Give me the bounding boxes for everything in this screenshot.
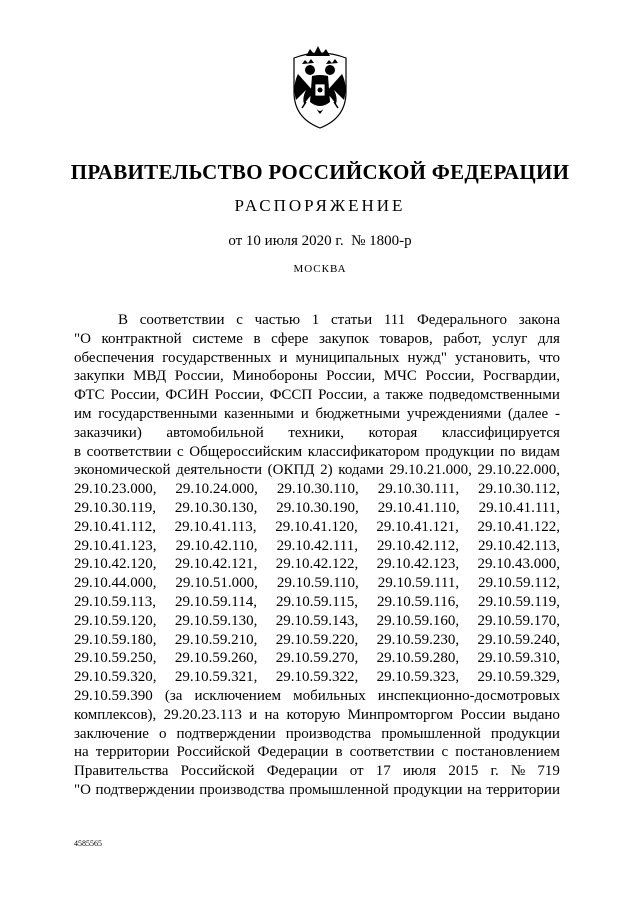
body-word: 29.10.59.111, bbox=[377, 575, 460, 592]
body-line bbox=[74, 461, 560, 480]
body-word: и bbox=[300, 405, 309, 422]
body-word: в bbox=[335, 744, 343, 761]
body-word: от bbox=[349, 763, 364, 780]
body-line bbox=[74, 518, 560, 537]
body-word: муниципальных bbox=[295, 349, 400, 366]
body-word: территории bbox=[95, 744, 170, 761]
body-word: 29.10.59.180, bbox=[74, 631, 157, 648]
body-word: Федерации bbox=[266, 763, 338, 780]
body-word: государственными bbox=[98, 405, 218, 422]
body-line bbox=[74, 574, 560, 593]
body-word: 29.10.59.322, bbox=[275, 669, 359, 686]
body-word: для bbox=[537, 330, 560, 347]
body-word: с bbox=[177, 443, 184, 460]
body-word: инспекционно-досмотровых bbox=[377, 687, 560, 704]
government-title: ПРАВИТЕЛЬСТВО РОССИЙСКОЙ ФЕДЕРАЦИИ bbox=[70, 160, 570, 184]
body-word: заключение bbox=[74, 725, 149, 742]
body-word: промышленной bbox=[381, 725, 481, 742]
body-word: июля bbox=[402, 763, 437, 780]
body-word: 29.10.30.190, bbox=[276, 499, 359, 516]
body-word: 2015 bbox=[448, 763, 479, 780]
body-word: 29.10.41.110, bbox=[377, 499, 460, 516]
body-word: подведомственными bbox=[428, 387, 560, 404]
body-word: 29.10.41.121, bbox=[376, 518, 459, 535]
body-word: 111 bbox=[383, 312, 406, 328]
body-word: 17 bbox=[375, 763, 391, 780]
body-line bbox=[74, 631, 560, 650]
body-word: 29.10.51.000, bbox=[175, 575, 258, 592]
body-word: 29.10.59.160, bbox=[376, 612, 460, 629]
document-body bbox=[74, 311, 560, 800]
body-word: 29.10.42.112, bbox=[377, 537, 459, 554]
body-word: 29.10.59.230, bbox=[376, 631, 460, 648]
body-word: 29.10.59.110, bbox=[276, 575, 359, 592]
body-word: 29.10.59.329, bbox=[477, 669, 560, 686]
body-word: 29.10.43.000, bbox=[477, 556, 560, 573]
body-word: 29.10.59.390 bbox=[74, 687, 153, 704]
body-line bbox=[74, 480, 560, 499]
body-word: 29.10.41.120, bbox=[275, 518, 358, 535]
body-word: закупок bbox=[318, 330, 369, 347]
body-word: им bbox=[74, 405, 92, 422]
body-word: 29.10.30.119, bbox=[74, 499, 156, 516]
body-word: бюджетными bbox=[315, 405, 401, 422]
body-word: продукции bbox=[490, 725, 560, 742]
body-line bbox=[74, 311, 560, 330]
body-word: выдано bbox=[512, 706, 560, 723]
body-word: ФТС bbox=[74, 387, 105, 404]
body-word: также bbox=[385, 387, 423, 404]
body-line bbox=[74, 386, 560, 405]
body-word: что bbox=[538, 349, 560, 366]
body-word: которая bbox=[368, 424, 418, 441]
body-word: 29.10.42.121, bbox=[174, 556, 258, 573]
body-word: 29.10.30.111, bbox=[377, 481, 460, 498]
body-word: России bbox=[460, 706, 506, 723]
document-type: РАСПОРЯЖЕНИЕ bbox=[234, 196, 406, 215]
body-word: Общероссийским bbox=[189, 443, 303, 460]
body-word: 29.10.42.111, bbox=[276, 537, 358, 554]
body-line bbox=[74, 537, 560, 556]
body-word: (ОКПД bbox=[267, 462, 315, 479]
body-word: продукции bbox=[425, 443, 495, 460]
body-word: мобильных bbox=[293, 687, 366, 704]
body-word: 29.10.59.270, bbox=[275, 650, 359, 667]
body-word: 29.10.59.170, bbox=[477, 612, 560, 629]
body-word: "О bbox=[74, 781, 91, 798]
body-word: и bbox=[279, 349, 288, 366]
body-word: (далее bbox=[507, 405, 549, 422]
body-word: 29.10.59.260, bbox=[174, 650, 258, 667]
body-word: Российской bbox=[180, 763, 255, 780]
body-word: 29.10.41.111, bbox=[478, 499, 560, 516]
body-word: услуг bbox=[492, 330, 528, 347]
body-word: В bbox=[118, 312, 129, 328]
body-line bbox=[74, 706, 560, 725]
body-word: в bbox=[253, 330, 261, 347]
body-line bbox=[74, 424, 560, 443]
body-word: России, bbox=[425, 368, 475, 385]
body-word: 29.10.59.310, bbox=[477, 650, 560, 667]
body-word: 1 bbox=[311, 312, 320, 328]
body-word: 29.10.30.130, bbox=[174, 499, 258, 516]
body-word: 29.10.59.113, bbox=[74, 593, 156, 610]
body-word: Росгвардии, bbox=[483, 368, 560, 385]
body-word: МЧС bbox=[383, 368, 417, 385]
body-word: по bbox=[499, 443, 516, 460]
body-word: частью bbox=[254, 312, 301, 328]
body-line bbox=[74, 499, 560, 518]
body-word: (за bbox=[164, 687, 183, 704]
body-word: 29.10.59.114, bbox=[175, 593, 257, 610]
body-word: классифицируется bbox=[441, 424, 560, 441]
body-word: Минпромторгом bbox=[347, 706, 454, 723]
body-word: статьи bbox=[331, 312, 373, 328]
body-word: подтверждении bbox=[176, 725, 276, 742]
body-word: 29.10.59.115, bbox=[276, 593, 358, 610]
coat-of-arms bbox=[272, 40, 368, 132]
body-word: территории bbox=[486, 781, 560, 798]
body-word: 29.10.23.000, bbox=[74, 481, 157, 498]
body-word: производства bbox=[285, 725, 372, 742]
body-word: о bbox=[158, 725, 167, 742]
body-word: 29.10.41.123, bbox=[74, 537, 157, 554]
body-word: промышленной bbox=[289, 781, 389, 798]
body-word: 29.10.59.323, bbox=[376, 669, 460, 686]
body-word: 29.10.59.280, bbox=[376, 650, 460, 667]
body-word: Федерального bbox=[416, 312, 507, 328]
body-word: 29.10.59.321, bbox=[174, 669, 258, 686]
document-date-number: от 10 июля 2020 г. № 1800-р bbox=[228, 233, 412, 249]
body-word: закона bbox=[518, 312, 560, 328]
body-word: и bbox=[249, 706, 258, 723]
body-word: на bbox=[74, 744, 89, 761]
body-word: 29.20.23.113 bbox=[163, 706, 242, 723]
document-id: 4585565 bbox=[74, 839, 102, 848]
body-line bbox=[74, 687, 560, 706]
body-word: кодами bbox=[338, 462, 384, 479]
body-word: системе bbox=[192, 330, 243, 347]
body-word: с bbox=[236, 312, 243, 328]
body-line bbox=[74, 330, 560, 349]
body-word: 29.10.41.112, bbox=[74, 518, 156, 535]
body-word: автомобильной bbox=[166, 424, 264, 441]
body-word: продукции bbox=[393, 781, 463, 798]
body-word: 719 bbox=[537, 763, 560, 780]
body-word: государственных bbox=[162, 349, 272, 366]
body-word: соответствии bbox=[349, 744, 435, 761]
document-place: МОСКВА bbox=[293, 263, 347, 275]
body-word: в bbox=[74, 443, 82, 460]
body-word: производства bbox=[199, 781, 285, 798]
body-word: 29.10.59.210, bbox=[174, 631, 258, 648]
body-line bbox=[74, 443, 560, 462]
body-word: 29.10.22.000, bbox=[477, 462, 560, 479]
body-word: подтверждении bbox=[95, 781, 195, 798]
body-word: Федерации bbox=[257, 744, 329, 761]
body-word: работ, bbox=[443, 330, 482, 347]
body-word: 29.10.59.220, bbox=[275, 631, 359, 648]
body-word: на bbox=[467, 781, 482, 798]
body-word: установить, bbox=[455, 349, 531, 366]
body-word: соответствии bbox=[86, 443, 172, 460]
body-word: России, bbox=[214, 387, 264, 404]
body-word: Минобороны bbox=[232, 368, 318, 385]
body-word: 29.10.30.112, bbox=[478, 481, 560, 498]
body-word: экономической bbox=[74, 462, 171, 479]
body-word: России, bbox=[318, 387, 368, 404]
body-word: казенными bbox=[223, 405, 294, 422]
body-word: г. bbox=[490, 763, 499, 780]
body-word: 29.10.59.130, bbox=[174, 612, 258, 629]
body-word: России, bbox=[174, 368, 224, 385]
body-word: 29.10.59.120, bbox=[74, 612, 157, 629]
body-word: 29.10.42.123, bbox=[376, 556, 460, 573]
body-word: 29.10.41.122, bbox=[477, 518, 560, 535]
body-word: сфере bbox=[271, 330, 309, 347]
body-word: а bbox=[372, 387, 380, 404]
body-word: ФССП bbox=[269, 387, 313, 404]
body-word: 29.10.42.113, bbox=[478, 537, 560, 554]
body-word: - bbox=[554, 405, 560, 422]
body-word: на bbox=[264, 706, 280, 723]
body-line bbox=[74, 405, 560, 424]
body-word: 2) bbox=[320, 462, 333, 479]
body-word: МВД bbox=[133, 368, 167, 385]
body-word: 29.10.59.119, bbox=[478, 593, 560, 610]
body-word: 29.10.30.110, bbox=[276, 481, 359, 498]
body-word: деятельности bbox=[176, 462, 263, 479]
body-word: комплексов), bbox=[74, 706, 157, 723]
body-line bbox=[74, 725, 560, 744]
body-word: товаров, bbox=[379, 330, 433, 347]
body-word: исключением bbox=[194, 687, 282, 704]
body-word: 29.10.59.143, bbox=[275, 612, 359, 629]
body-word: 29.10.59.320, bbox=[74, 669, 157, 686]
body-word: контрактной bbox=[101, 330, 182, 347]
body-word: России, bbox=[110, 387, 160, 404]
body-word: ФСИН bbox=[165, 387, 209, 404]
body-word: 29.10.21.000, bbox=[389, 462, 472, 479]
body-line bbox=[74, 593, 560, 612]
body-line bbox=[74, 668, 560, 687]
body-word: которую bbox=[286, 706, 341, 723]
body-word: техники, bbox=[288, 424, 344, 441]
body-word: 29.10.59.116, bbox=[377, 593, 459, 610]
body-word: 29.10.44.000, bbox=[74, 575, 157, 592]
body-line bbox=[74, 555, 560, 574]
body-word: 29.10.42.120, bbox=[74, 556, 157, 573]
body-line bbox=[74, 649, 560, 668]
body-line bbox=[74, 781, 560, 800]
body-word: 29.10.42.110, bbox=[175, 537, 258, 554]
body-word: нужд" bbox=[407, 349, 447, 366]
body-word: постановлением bbox=[455, 744, 560, 761]
body-word: видам bbox=[521, 443, 560, 460]
body-word: Правительства bbox=[74, 763, 169, 780]
body-word: учреждениями bbox=[406, 405, 502, 422]
body-word: 29.10.59.240, bbox=[477, 631, 560, 648]
body-line bbox=[74, 743, 560, 762]
body-word: "О bbox=[74, 330, 91, 347]
body-word: с bbox=[441, 744, 449, 761]
body-word: обеспечения bbox=[74, 349, 155, 366]
body-word: 29.10.59.112, bbox=[478, 575, 560, 592]
body-line bbox=[74, 612, 560, 631]
russian-coat-of-arms-icon bbox=[272, 40, 368, 132]
body-word: № bbox=[510, 763, 526, 780]
body-word: 29.10.42.122, bbox=[275, 556, 359, 573]
body-word: 29.10.24.000, bbox=[175, 481, 258, 498]
body-word: 29.10.41.113, bbox=[174, 518, 257, 535]
body-word: закупки bbox=[74, 368, 125, 385]
body-line bbox=[74, 349, 560, 368]
body-word: 29.10.59.250, bbox=[74, 650, 157, 667]
body-line bbox=[74, 367, 560, 386]
body-word: соответствии bbox=[139, 312, 225, 328]
body-word: заказчики) bbox=[74, 424, 142, 441]
body-word: Российской bbox=[176, 744, 251, 761]
body-word: классификатором bbox=[307, 443, 420, 460]
body-line bbox=[74, 762, 560, 781]
body-word: России, bbox=[326, 368, 376, 385]
